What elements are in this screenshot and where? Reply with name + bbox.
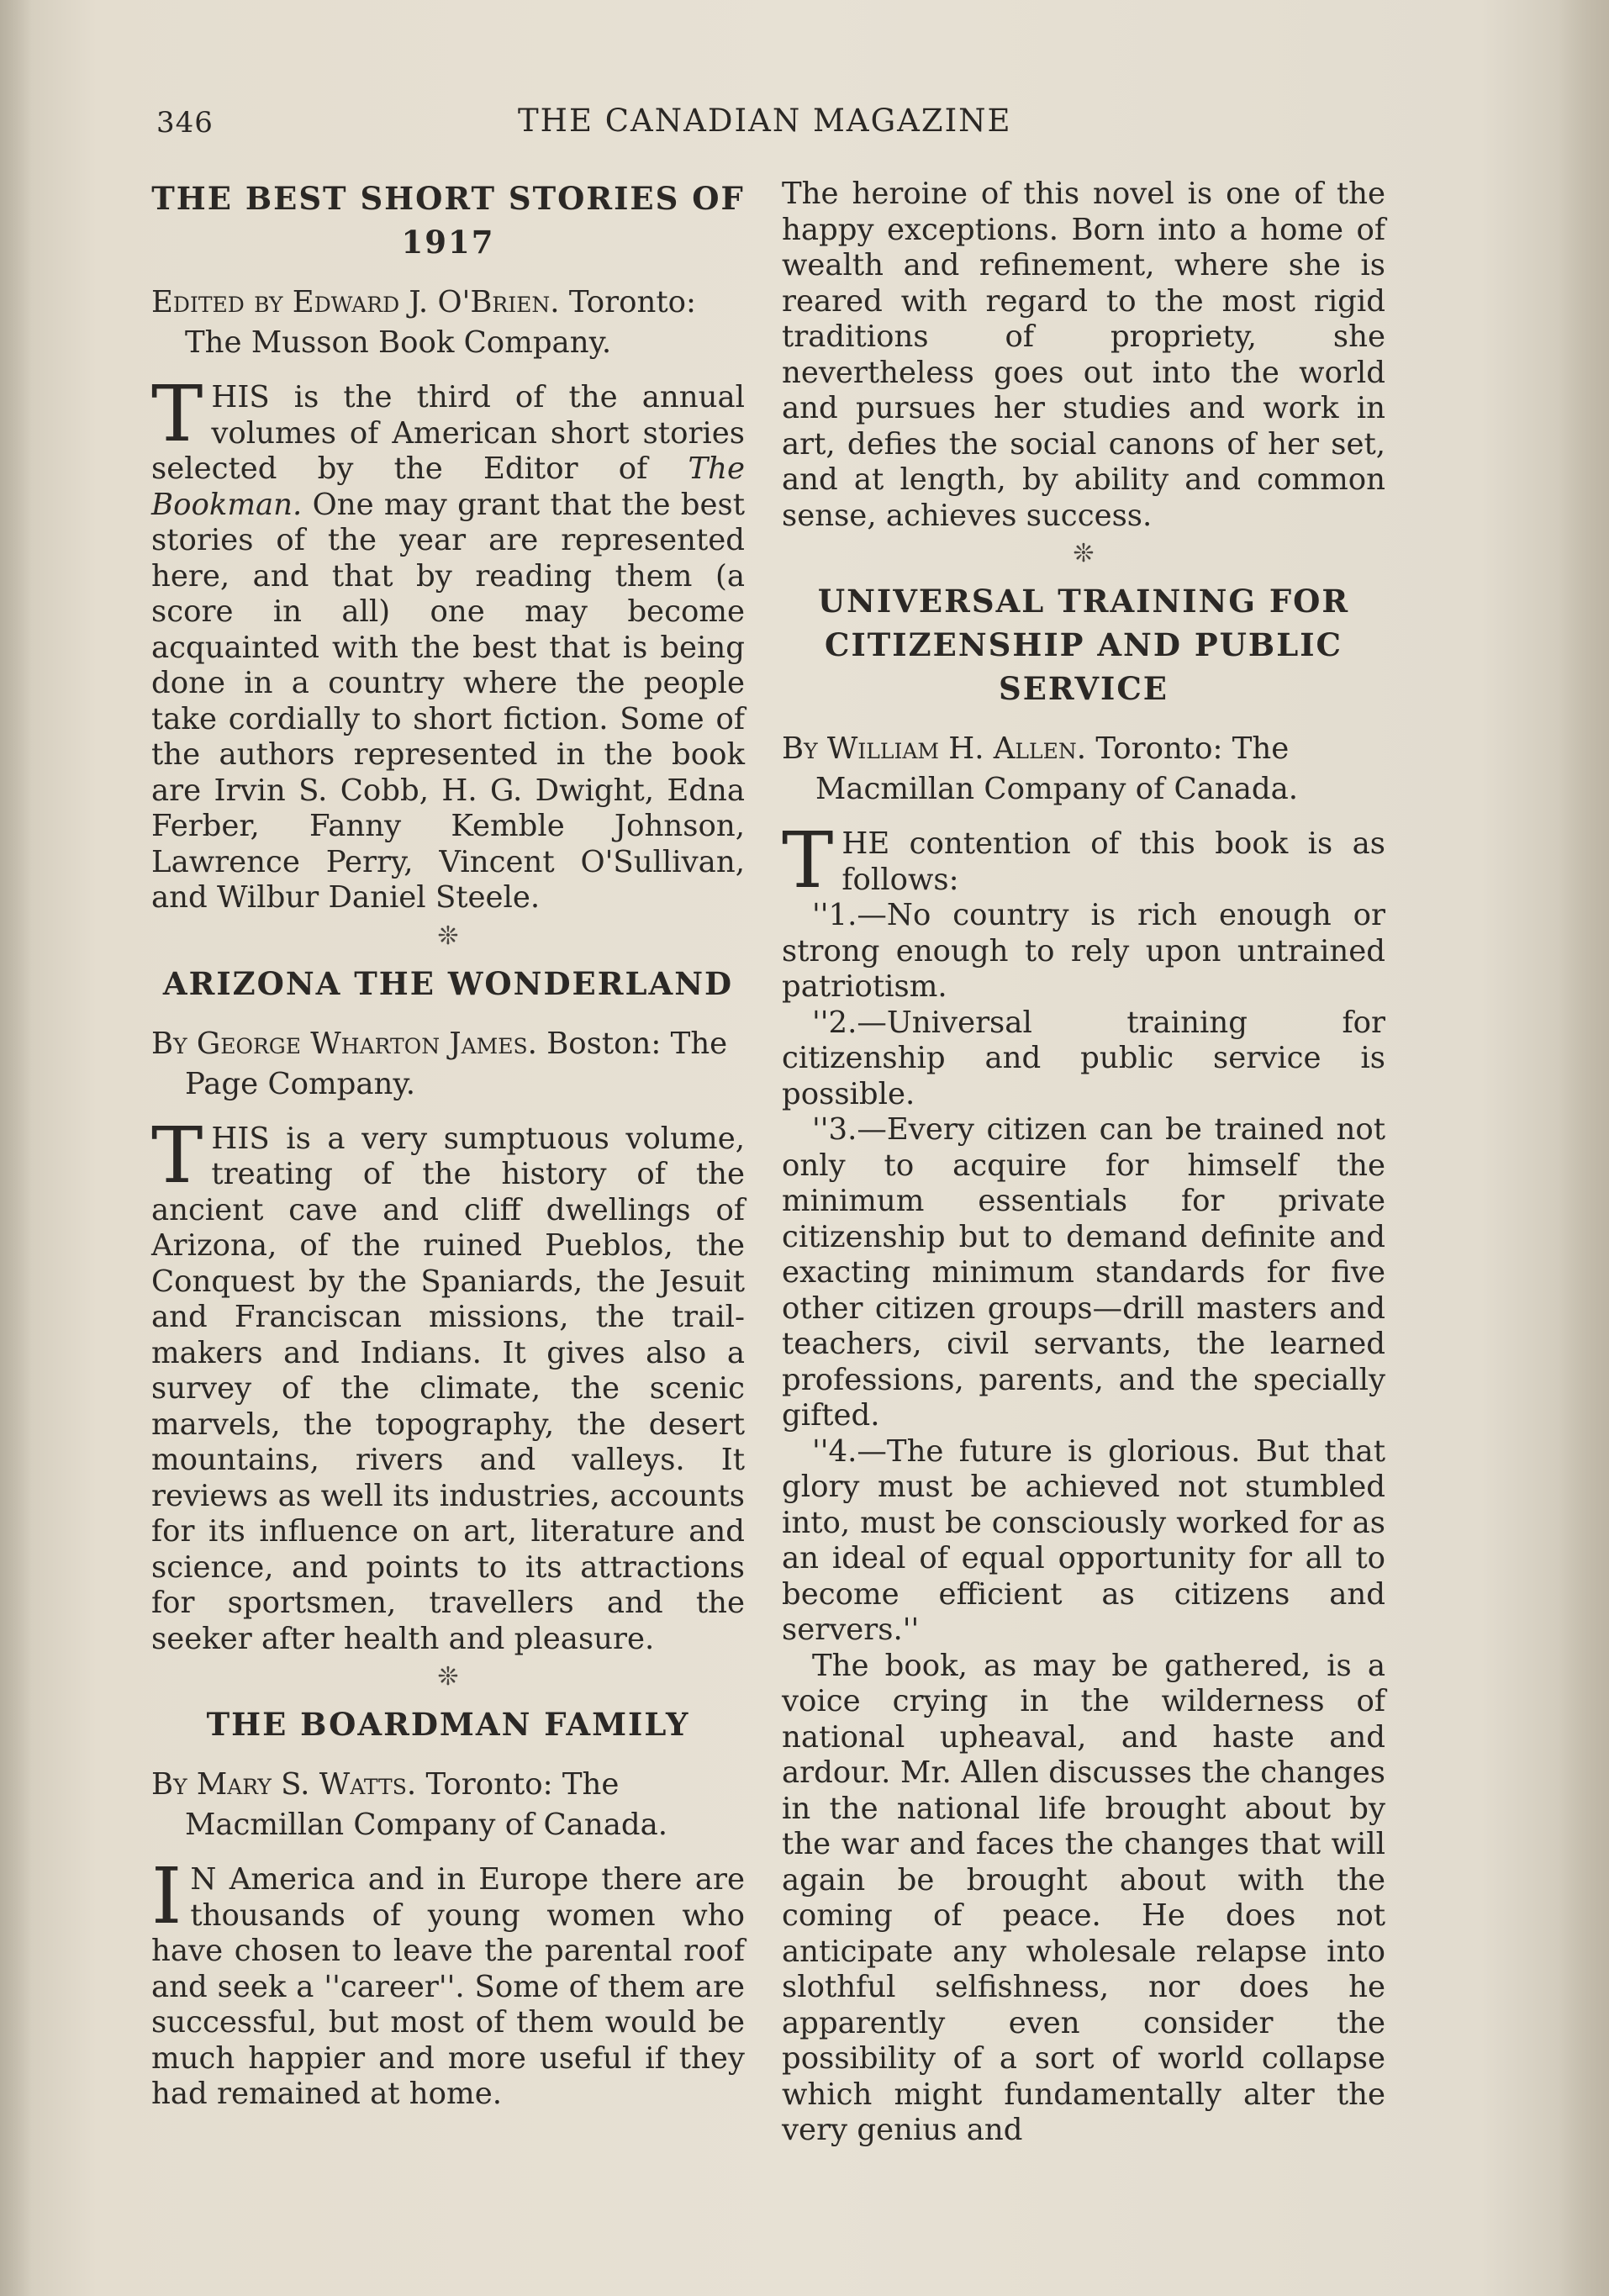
review-text-lead: HIS is the third of the annual volumes of American short stories selected by the Editor of	[151, 380, 745, 486]
review-body	[151, 1110, 745, 1658]
review-text-italic: The Bookman.	[151, 451, 745, 522]
drop-cap: I	[151, 1851, 182, 1941]
review-best-short-stories	[151, 177, 745, 916]
byline-author: By William H. Allen.	[782, 731, 1087, 766]
byline-publisher: Toronto: The Macmillan Company of Canada.	[185, 1767, 668, 1842]
byline-publisher: Toronto: The Macmillan Company of Canada.	[815, 731, 1299, 806]
byline	[782, 729, 1385, 810]
magazine-title: THE CANADIAN MAGAZINE	[518, 103, 1012, 139]
review-continuation: The heroine of this novel is one of the happy exceptions. Born into a home of wealth and refinement, where she is reared with regard to the most rigid traditions of propriety, she nevertheless goes out into the world and pursues her studies and work in art, defies the social canons of her set, and at length, by ability and common sense, achieves success.	[782, 177, 1385, 533]
byline-publisher: Boston: The Page Company.	[185, 1026, 728, 1101]
review-body	[151, 369, 745, 916]
ornament-divider: ❊	[437, 1662, 459, 1692]
review-text-rest: One may grant that the best stories of the year are represented here, and that by reading them (a score in all) one may become acquainted with the best that is being done in a country where the people take cordially to short fiction. Some of the authors represented in the book are Irvin S. Cobb, H. G. Dwight, Edna Ferber, Fanny Kemble Johnson, Lawrence Perry, Vincent O'Sullivan, and Wilbur Daniel Steele.	[151, 487, 745, 915]
section-title: ARIZONA THE WONDERLAND	[162, 964, 734, 1002]
byline-publisher: Toronto: The Musson Book Company.	[185, 285, 696, 360]
byline-author: By George Wharton James.	[151, 1026, 537, 1061]
review-text: HE contention of this book is as follows:	[841, 826, 1385, 897]
review-text: HIS is a very sumptuous volume, treating of the history of the ancient cave and cliff dwellings of Arizona, of the ruined Pueblos, the Conquest by the Spaniards, the Jesuit and Franciscan missions, the trail-makers and Indians. It gives also a survey of the climate, the scenic marvels, the topography, the desert mountains, rivers and valleys. It reviews as well its industries, accounts for its influence on art, literature and science, and points to its attractions for sportsmen, travellers and the seeker after health and pleasure.	[151, 1121, 745, 1656]
review-intro	[782, 815, 1385, 905]
section-title: UNIVERSAL TRAINING FOR CITIZENSHIP AND PUBLIC SERVICE	[817, 583, 1350, 707]
review-text: N America and in Europe there are thousands of young women who have chosen to leave the parental roof and seek a ''career''. Some of them are successful, but most of them would be much happier and more useful if they had remained at home.	[151, 1862, 745, 2111]
byline-author: By Mary S. Watts.	[151, 1767, 417, 1802]
right-column	[782, 177, 1385, 2149]
drop-cap: T	[151, 1110, 203, 1201]
review-closing: The book, as may be gathered, is a voice crying in the wilderness of national upheaval, and haste and ardour. Mr. Allen discusses the changes in the national life brought about by the war and faces the changes that will again be brought about with the coming of peace. He does not anticipate any wholesale relapse into slothful selfishness, nor does he apparently even consider the possibility of a sort of world collapse which might fundamentally alter the very genius and	[782, 1648, 1385, 2147]
review-body	[151, 1851, 745, 2113]
byline	[151, 1765, 745, 1845]
review-universal-training	[782, 579, 1385, 2149]
running-head	[156, 103, 1392, 145]
numbered-point: ''4.—The future is glorious. But that glory must be achieved not stumbled into, must be consciously worked for as an ideal of equal opportunity for all to become efficient as citizens and servers.''	[782, 1433, 1385, 1647]
numbered-point: ''3.—Every citizen can be trained not only to acquire for himself the minimum essentials for private citizenship but to demand definite and exacting minimum standards for five other citizen groups—drill masters and teachers, civil servants, the learned professions, parents, and the specially gifted.	[782, 1112, 1385, 1433]
numbered-point: ''1.—No country is rich enough or strong enough to rely upon untrained patriotism.	[782, 898, 1385, 1004]
drop-cap: T	[151, 369, 203, 459]
review-boardman-family	[151, 1702, 745, 2113]
numbered-point: ''2.—Universal training for citizenship and public service is possible.	[782, 1005, 1385, 1111]
byline	[151, 1024, 745, 1105]
drop-cap: T	[782, 815, 834, 905]
section-title: THE BOARDMAN FAMILY	[206, 1706, 690, 1743]
left-column	[151, 177, 745, 2113]
ornament-divider: ❊	[1073, 539, 1095, 568]
review-arizona	[151, 962, 745, 1658]
ornament-divider: ❊	[437, 921, 459, 951]
byline-author: Edited by Edward J. O'Brien.	[151, 285, 560, 319]
byline	[151, 282, 745, 363]
section-title: THE BEST SHORT STORIES OF 1917	[151, 180, 745, 261]
page-number: 346	[156, 106, 214, 140]
